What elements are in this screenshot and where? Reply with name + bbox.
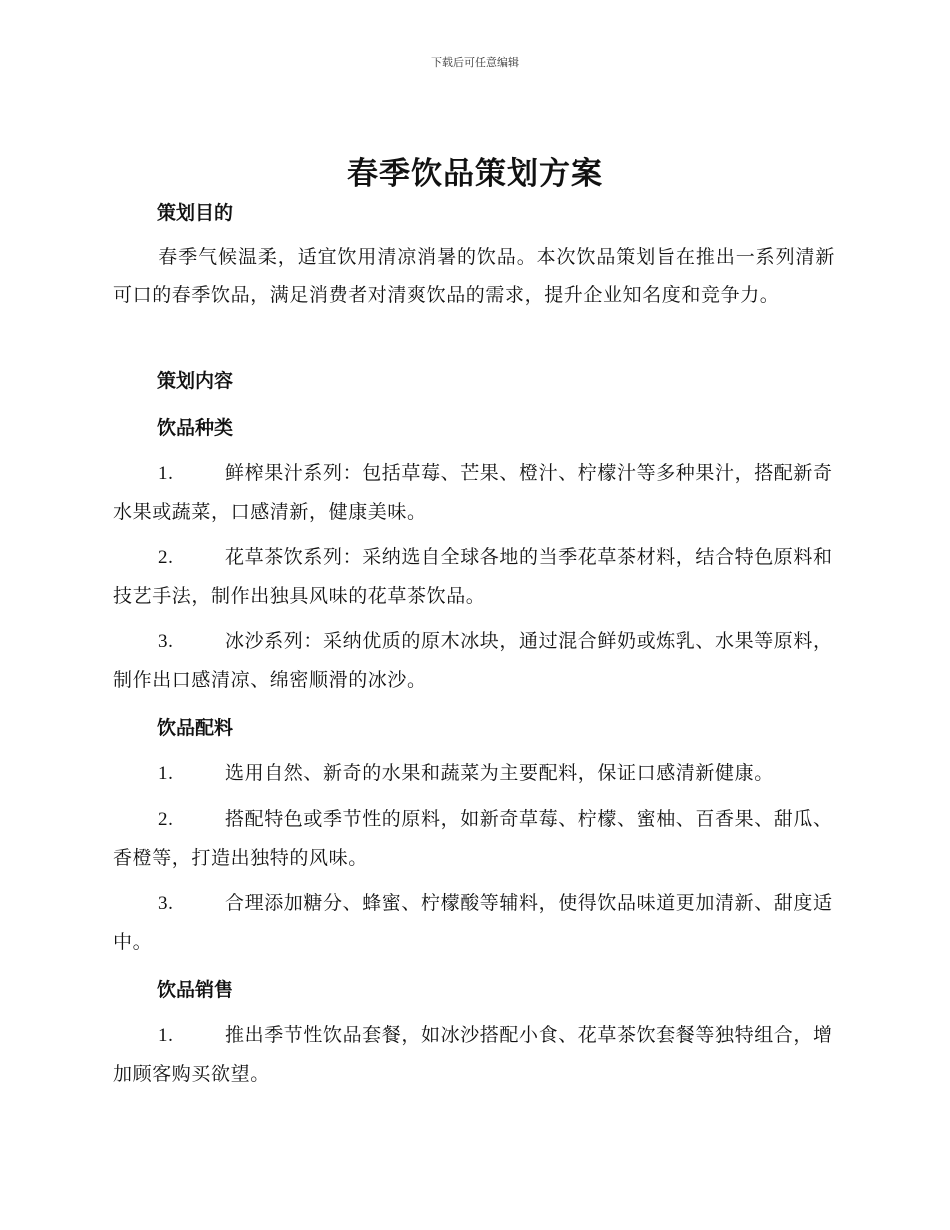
document-title: 春季饮品策划方案 — [347, 156, 603, 192]
list-item-text: 合理添加糖分、蜂蜜、柠檬酸等辅料，使得饮品味道更加清新、甜度适中。 — [113, 892, 833, 953]
list-item — [113, 1016, 835, 1093]
list-item-number: 2. — [158, 809, 174, 830]
list-item-text: 鲜榨果汁系列：包括草莓、芒果、橙汁、柠檬汁等多种果汁，搭配新奇水果或蔬菜，口感清新，健康美味。 — [113, 462, 833, 523]
heading-sales: 饮品销售 — [157, 979, 234, 1001]
list-item — [113, 454, 835, 531]
list-item-text: 推出季节性饮品套餐，如冰沙搭配小食、花草茶饮套餐等独特组合，增加顾客购买欲望。 — [113, 1024, 833, 1085]
list-item-text: 选用自然、新奇的水果和蔬菜为主要配料，保证口感清新健康。 — [225, 762, 774, 784]
heading-purpose: 策划目的 — [157, 202, 234, 224]
list-item-text: 搭配特色或季节性的原料，如新奇草莓、柠檬、蜜柚、百香果、甜瓜、香橙等，打造出独特的风味。 — [113, 808, 833, 869]
list-item-number: 3. — [158, 893, 174, 914]
list-item — [113, 622, 835, 699]
heading-ingredients: 饮品配料 — [157, 717, 234, 739]
list-item — [113, 884, 835, 961]
heading-content: 策划内容 — [157, 370, 234, 392]
purpose-paragraph — [113, 238, 835, 314]
page-header-note: 下载后可任意编辑 — [431, 56, 519, 69]
list-item-number: 1. — [158, 763, 174, 784]
list-item-text: 花草茶饮系列：采纳选自全球各地的当季花草茶材料，结合特色原料和技艺手法，制作出独具风味的花草茶饮品。 — [113, 546, 833, 607]
purpose-text: 春季气候温柔，适宜饮用清凉消暑的饮品。本次饮品策划旨在推出一系列清新可口的春季饮品，满足消费者对清爽饮品的需求，提升企业知名度和竞争力。 — [113, 246, 835, 306]
list-item-number: 3. — [158, 631, 174, 652]
list-item — [113, 538, 835, 615]
list-item — [113, 800, 835, 877]
list-item-number: 1. — [158, 1025, 174, 1046]
list-item-number: 2. — [158, 547, 174, 568]
list-item-number: 1. — [158, 463, 174, 484]
list-item-text: 冰沙系列：采纳优质的原木冰块，通过混合鲜奶或炼乳、水果等原料，制作出口感清凉、绵密顺滑的冰沙。 — [113, 630, 833, 691]
list-item — [113, 754, 835, 793]
heading-drink-types: 饮品种类 — [157, 417, 234, 439]
